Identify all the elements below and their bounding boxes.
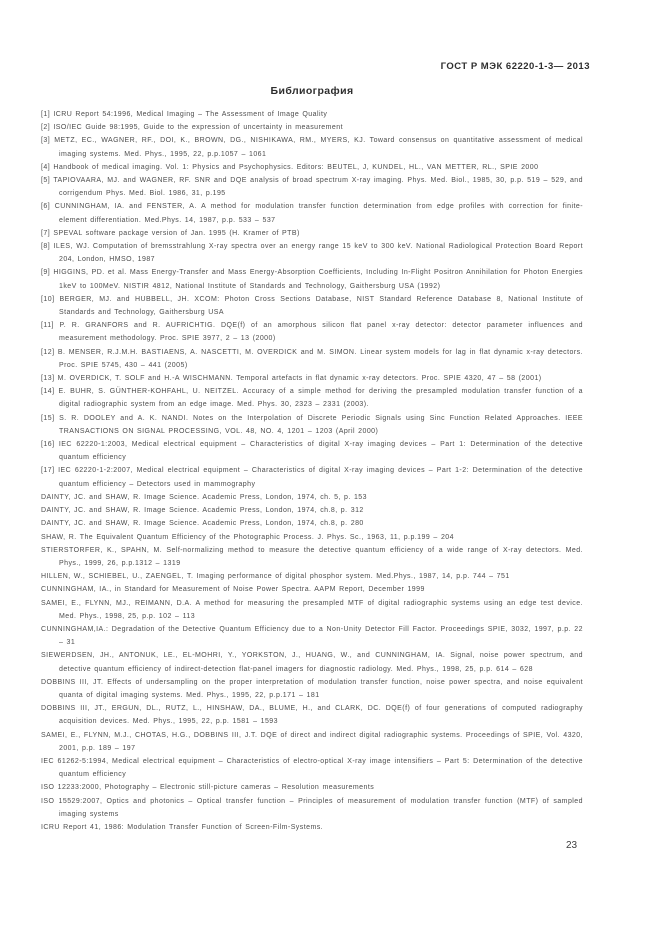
reference-item: [1] ICRU Report 54:1996, Medical Imaging – The Assessment of Image Quality xyxy=(41,111,328,118)
reference-item: [6] CUNNINGHAM, IA. and FENSTER, A. A method for modulation transfer function determination from edge profiles with correction for finite-element differentiation. Med.Phys. 14, 1987, p.p. 533 – 537 xyxy=(41,203,583,224)
reference-item: [14] E. BUHR, S. GÜNTHER-KOHFAHL, U. NEITZEL. Accuracy of a simple method for deriving the presampled modulation transfer function of a digital radiographic system from an edge image. Med. Phys. 30, 2323 – 2331 (2003). xyxy=(41,388,583,409)
reference-item: DOBBINS III, JT., ERGUN, DL., RUTZ, L., HINSHAW, DA., BLUME, H., and CLARK, DC. DQE(f) of four generations of computed radiography acquisition devices. Med. Phys., 1995, 22, p.p. 1581 – 1593 xyxy=(41,705,583,726)
page-title: Библиография xyxy=(270,85,354,97)
reference-item: ISO 12233:2000, Photography – Electronic still-picture cameras – Resolution measurements xyxy=(41,784,375,792)
standard-designation: ГОСТ Р МЭК 62220-1-3— 2013 xyxy=(440,61,590,72)
reference-item: SAMEI, E., FLYNN, MJ., REIMANN, D.A. A method for measuring the presampled MTF of digital radiographic systems using an edge test device. Med. Phys., 1998, 25, p.p. 102 – 113 xyxy=(41,599,583,620)
reference-item: HILLEN, W., SCHIEBEL, U., ZAENGEL, T. Imaging performance of digital phosphor system. Med.Phys., 1987, 14, p.p. 744 – 751 xyxy=(41,573,510,581)
reference-item: [15] S. R. DOOLEY and A. K. NANDI. Notes on the Interpolation of Discrete Periodic Signals using Sinc Function Related Approaches. IEEE TRANSACTIONS ON SIGNAL PROCESSING, VOL. 48, NO. 4, 1201 – 1203 (April 2000) xyxy=(41,414,583,435)
reference-item: [11] P. R. GRANFORS and R. AUFRICHTIG. DQE(f) of an amorphous silicon flat panel x-ray detector: detector parameter influences and measurement methodology. Proc. SPIE 3977, 2 – 13 (2000) xyxy=(41,322,583,343)
reference-item: SHAW, R. The Equivalent Quantum Efficiency of the Photographic Process. J. Phys. Sc., 1963, 11, p.p.199 – 204 xyxy=(41,533,454,541)
reference-item: [8] ILES, WJ. Computation of bremsstrahlung X-ray spectra over an energy range 15 keV to 300 keV. National Radiological Protection Board Report 204, London, HMSO, 1987 xyxy=(41,243,583,264)
reference-item: [17] IEC 62220-1-2:2007, Medical electrical equipment – Characteristics of digital X-ray imaging devices – Part 1-2: Determination of the detective quantum efficiency – Detectors used in mammography xyxy=(41,467,583,488)
reference-item: ISO 15529:2007, Optics and photonics – Optical transfer function – Principles of measurement of modulation transfer function (MTF) of sampled imaging systems xyxy=(41,797,583,818)
reference-item: CUNNINGHAM, IA., in Standard for Measurement of Noise Power Spectra. AAPM Report, December 1999 xyxy=(41,586,425,594)
reference-item: [13] M. OVERDICK, T. SOLF and H.-A WISCHMANN. Temporal artefacts in flat dynamic x-ray detectors. Proc. SPIE 4320, 47 – 58 (2001) xyxy=(41,375,542,383)
reference-item: [9] HIGGINS, PD. et al. Mass Energy-Transfer and Mass Energy-Absorption Coefficients, Including In-Flight Positron Annihilation for Photon Energies 1keV to 100MeV. NISTIR 4812, National Institute of Standards and Technology, Gaithersburg USA (1992) xyxy=(41,269,583,290)
reference-item: DAINTY, JC. and SHAW, R. Image Science. Academic Press, London, 1974, ch.8, p. 280 xyxy=(41,520,364,528)
reference-item: [12] B. MENSER, R.J.M.H. BASTIAENS, A. NASCETTI, M. OVERDICK and M. SIMON. Linear system models for lag in flat dynamic x-ray detectors. Proc. SPIE 5745, 430 – 441 (2005) xyxy=(41,348,583,369)
reference-item: [16] IEC 62220-1:2003, Medical electrical equipment – Characteristics of digital X-ray imaging devices – Part 1: Determination of the detective quantum efficiency xyxy=(41,441,583,462)
reference-item: CUNNINGHAM,IA.: Degradation of the Detective Quantum Efficiency due to a Non-Unity Detector Fill Factor. Proceedings SPIE, 3032, 1997, p.p. 22 – 31 xyxy=(41,625,583,647)
references-list xyxy=(41,108,583,834)
reference-item: DOBBINS III, JT. Effects of undersampling on the proper interpretation of modulation transfer function, noise power spectra, and noise equivalent quanta of digital imaging systems. Med. Phys., 1995, 22, p.p.171 – 181 xyxy=(41,678,583,699)
reference-item: IEC 61262-5:1994, Medical electrical equipment – Characteristics of electro-optical X-ray image intensifiers – Part 5: Determination of the detective quantum efficiency xyxy=(41,757,583,779)
reference-item: DAINTY, JC. and SHAW, R. Image Science. Academic Press, London, 1974, ch.8, p. 312 xyxy=(41,507,364,515)
reference-item: STIERSTORFER, K., SPAHN, M. Self-normalizing method to measure the detective quantum efficiency of a wide range of X-ray detectors. Med. Phys., 1999, 26, p.p.1312 – 1319 xyxy=(41,546,583,567)
reference-item: [3] METZ, EC., WAGNER, RF., DOI, K., BROWN, DG., NISHIKAWA, RM., MYERS, KJ. Toward consensus on quantitative assessment of medical imaging systems. Med. Phys., 1995, 22, p.p.1057 – 1061 xyxy=(41,137,583,158)
reference-item: [5] TAPIOVAARA, MJ. and WAGNER, RF. SNR and DQE analysis of broad spectrum X-ray imaging. Phys. Med. Biol., 1985, 30, p.p. 519 – 529, and corrigendum Phys. Med. Biol. 1986, 31, p.195 xyxy=(41,177,583,198)
reference-item: ICRU Report 41, 1986: Modulation Transfer Function of Screen-Film-Systems. xyxy=(41,823,324,831)
page-number: 23 xyxy=(566,840,578,851)
reference-item: [7] SPEVAL software package version of Jan. 1995 (H. Kramer of PTB) xyxy=(41,229,300,237)
reference-item: [4] Handbook of medical imaging. Vol. 1: Physics and Psychophysics. Editors: BEUTEL, J, KUNDEL, HL., VAN METTER, RL., SPIE 2000 xyxy=(41,163,539,171)
reference-item: DAINTY, JC. and SHAW, R. Image Science. Academic Press, London, 1974, ch. 5, p. 153 xyxy=(41,493,367,501)
reference-item: SAMEI, E., FLYNN, M.J., CHOTAS, H.G., DOBBINS III, J.T. DQE of direct and indirect digital radiographic systems. Proceedings of SPIE, Vol. 4320, 2001, p.p. 189 – 197 xyxy=(41,731,583,752)
reference-item: [10] BERGER, MJ. and HUBBELL, JH. XCOM: Photon Cross Sections Database, NIST Standard Reference Database 8, National Institute of Standards and Technology, Gaithersburg USA xyxy=(41,295,583,317)
reference-item: SIEWERDSEN, JH., ANTONUK, LE., EL-MOHRI, Y., YORKSTON, J., HUANG, W., and CUNNINGHAM, IA. Signal, noise power spectrum, and detective quantum efficiency of indirect-detection flat-panel imagers for diagnostic radiology. Med. Phys., 1998, 25, p.p. 614 – 628 xyxy=(41,652,583,673)
reference-item: [2] ISO/IEC Guide 98:1995, Guide to the expression of uncertainty in measurement xyxy=(41,124,343,132)
